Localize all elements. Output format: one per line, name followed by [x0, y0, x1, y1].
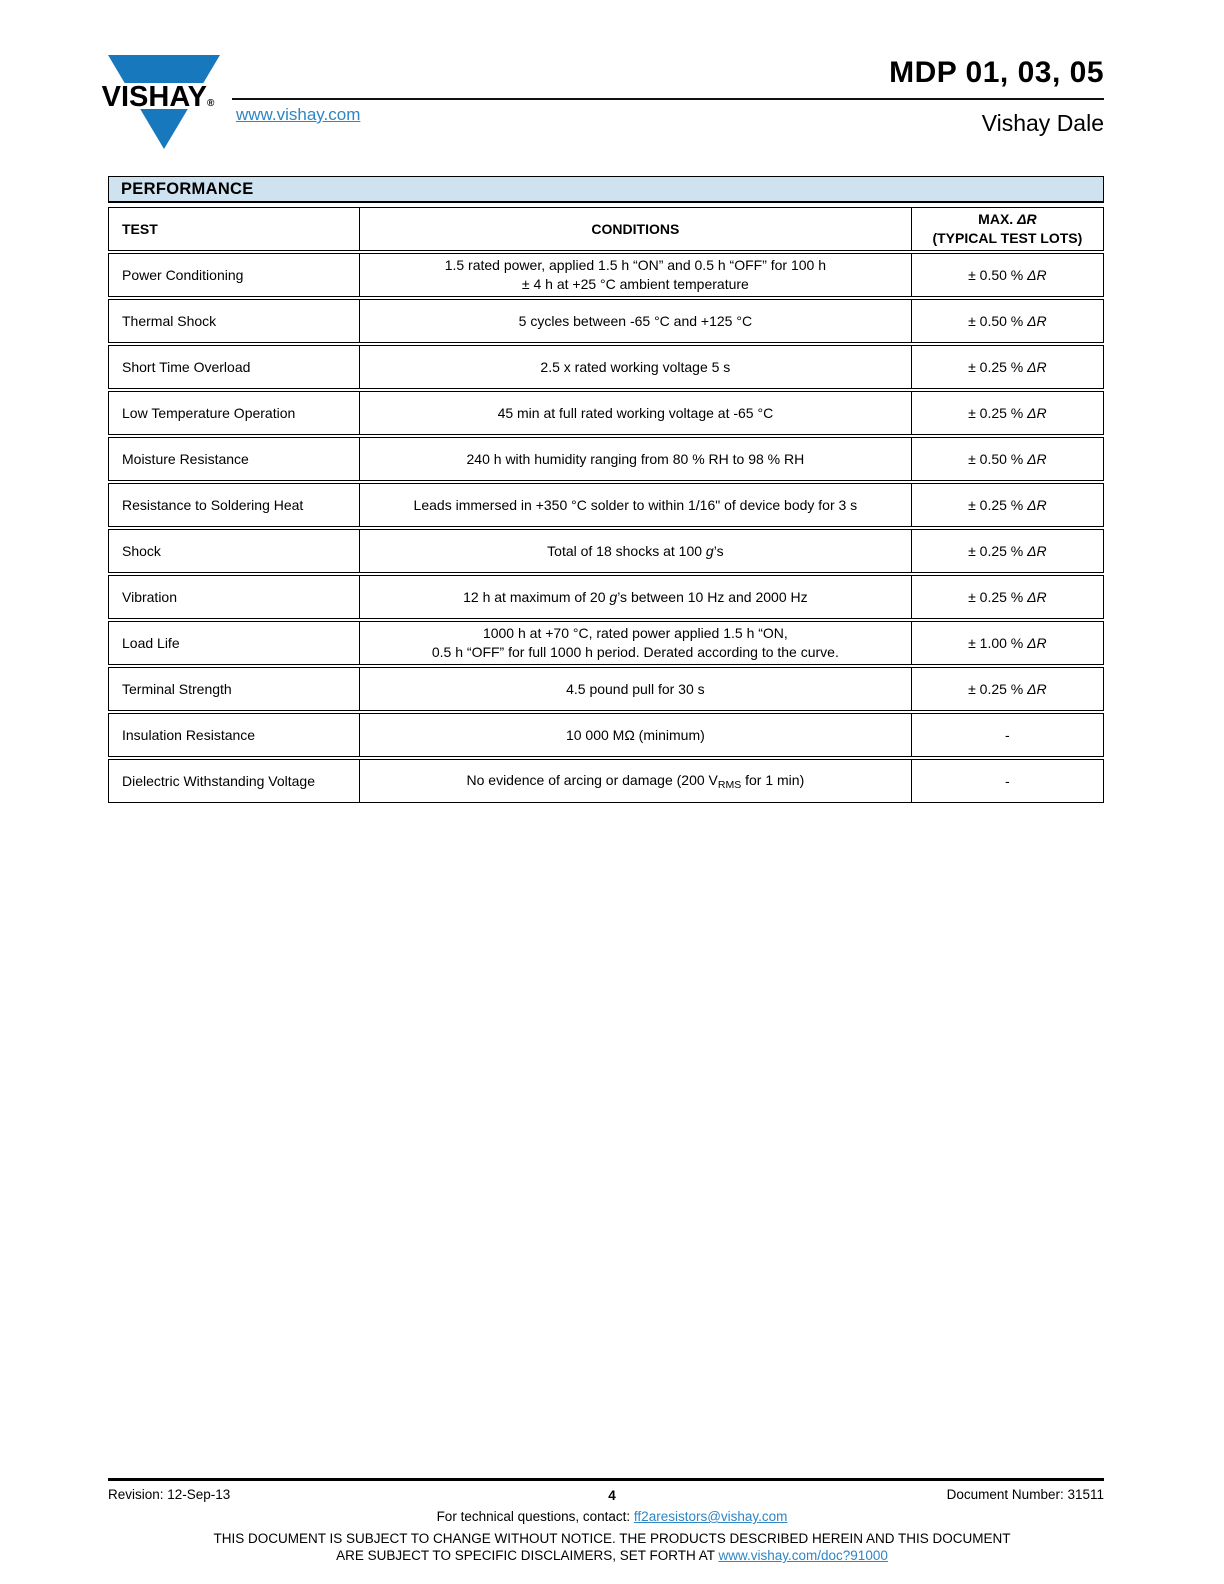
test-cell: Resistance to Soldering Heat — [108, 483, 360, 527]
disclaimer-line-1: THIS DOCUMENT IS SUBJECT TO CHANGE WITHOUT NOTICE. THE PRODUCTS DESCRIBED HEREIN AND THIS DOCUMENT — [213, 1531, 1011, 1546]
performance-table — [108, 205, 1104, 805]
col-header-conditions: CONDITIONS — [360, 207, 912, 251]
test-cell: Power Conditioning — [108, 253, 360, 297]
vishay-logo — [88, 55, 228, 155]
conditions-cell: 10 000 MΩ (minimum) — [360, 713, 912, 757]
test-cell: Vibration — [108, 575, 360, 619]
document-number: Document Number: 31511 — [946, 1487, 1104, 1502]
contact-line — [0, 1509, 1224, 1524]
table-header — [108, 207, 1104, 251]
max-dr-cell: ± 0.25 % ΔR — [912, 391, 1104, 435]
test-cell: Low Temperature Operation — [108, 391, 360, 435]
performance-table-body — [108, 253, 1104, 803]
conditions-cell: 2.5 x rated working voltage 5 s — [360, 345, 912, 389]
table-row — [108, 483, 1104, 527]
max-dr-cell: ± 0.25 % ΔR — [912, 529, 1104, 573]
col-header-max-dr: MAX. ΔR (TYPICAL TEST LOTS) — [912, 207, 1104, 251]
table-row — [108, 299, 1104, 343]
test-cell: Terminal Strength — [108, 667, 360, 711]
test-cell: Thermal Shock — [108, 299, 360, 343]
brand-name: VISHAY — [101, 81, 207, 113]
contact-email-link[interactable]: ff2aresistors@vishay.com — [633, 1509, 788, 1524]
page-title: MDP 01, 03, 05 — [889, 56, 1104, 89]
table-row — [108, 667, 1104, 711]
test-cell: Moisture Resistance — [108, 437, 360, 481]
conditions-cell: 1.5 rated power, applied 1.5 h “ON” and 0.5 h “OFF” for 100 h ± 4 h at +25 °C ambient temperature — [360, 253, 912, 297]
website-link[interactable]: www.vishay.com — [236, 105, 361, 124]
footer-rule — [108, 1478, 1104, 1481]
section-title-band: PERFORMANCE — [108, 176, 1104, 203]
max-dr-cell: - — [912, 759, 1104, 803]
header-rule — [232, 98, 1104, 100]
table-row — [108, 759, 1104, 803]
performance-section — [108, 176, 1104, 805]
test-cell: Shock — [108, 529, 360, 573]
conditions-cell: 1000 h at +70 °C, rated power applied 1.5 h “ON, 0.5 h “OFF” for full 1000 h period. Derated according to the curve. — [360, 621, 912, 665]
max-dr-cell: ± 0.50 % ΔR — [912, 253, 1104, 297]
conditions-cell: Total of 18 shocks at 100 g’s — [360, 529, 912, 573]
header-row — [108, 207, 1104, 251]
max-dr-cell: ± 0.25 % ΔR — [912, 667, 1104, 711]
max-dr-cell: ± 0.25 % ΔR — [912, 345, 1104, 389]
test-cell: Dielectric Withstanding Voltage — [108, 759, 360, 803]
conditions-cell: 45 min at full rated working voltage at -65 °C — [360, 391, 912, 435]
conditions-cell: 5 cycles between -65 °C and +125 °C — [360, 299, 912, 343]
conditions-cell: No evidence of arcing or damage (200 $V_{RMS}$ for 1 min) — [360, 759, 912, 803]
contact-prefix: For technical questions, contact: — [436, 1509, 634, 1524]
table-row — [108, 253, 1104, 297]
logo-wordmark — [88, 81, 228, 114]
max-dr-cell: ± 1.00 % ΔR — [912, 621, 1104, 665]
col-header-test: TEST — [108, 207, 360, 251]
conditions-cell: 12 h at maximum of 20 g’s between 10 Hz and 2000 Hz — [360, 575, 912, 619]
test-cell: Load Life — [108, 621, 360, 665]
table-row — [108, 391, 1104, 435]
table-row — [108, 529, 1104, 573]
conditions-cell: 4.5 pound pull for 30 s — [360, 667, 912, 711]
max-dr-cell: ± 0.50 % ΔR — [912, 437, 1104, 481]
disclaimer-line-2 — [0, 1548, 1224, 1563]
table-row — [108, 621, 1104, 665]
max-dr-cell: ± 0.50 % ΔR — [912, 299, 1104, 343]
test-cell: Short Time Overload — [108, 345, 360, 389]
table-row — [108, 437, 1104, 481]
max-dr-cell: ± 0.25 % ΔR — [912, 575, 1104, 619]
test-cell: Insulation Resistance — [108, 713, 360, 757]
registered-mark: ® — [206, 98, 215, 109]
max-dr-cell: - — [912, 713, 1104, 757]
conditions-cell: Leads immersed in +350 °C solder to within 1/16" of device body for 3 s — [360, 483, 912, 527]
table-row — [108, 345, 1104, 389]
disclaimer-doc-link[interactable]: www.vishay.com/doc?91000 — [718, 1548, 888, 1563]
disclaimer-prefix: ARE SUBJECT TO SPECIFIC DISCLAIMERS, SET FORTH AT — [336, 1548, 719, 1563]
table-row — [108, 713, 1104, 757]
revision-text: Revision: 12-Sep-13 — [108, 1487, 231, 1502]
max-dr-cell: ± 0.25 % ΔR — [912, 483, 1104, 527]
page-number: 4 — [608, 1488, 616, 1503]
table-row — [108, 575, 1104, 619]
division-name: Vishay Dale — [981, 110, 1104, 136]
conditions-cell: 240 h with humidity ranging from 80 % RH to 98 % RH — [360, 437, 912, 481]
